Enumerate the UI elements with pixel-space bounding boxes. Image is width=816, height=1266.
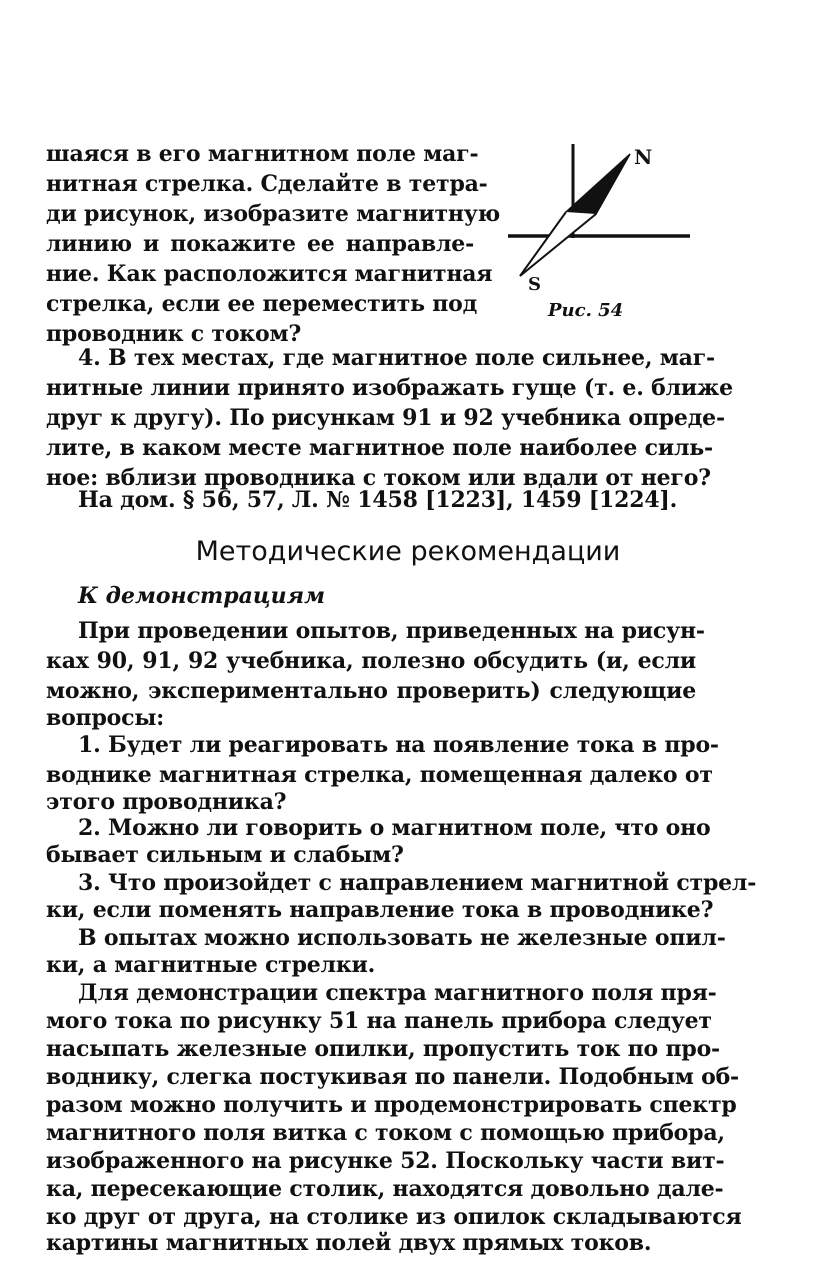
subsection-title: К демонстрациям — [78, 583, 325, 609]
text-line: Для демонстрации спектра магнитного поля пря- — [78, 980, 717, 1006]
text-line: ка, пересекающие столик, находятся довольно дале- — [46, 1176, 724, 1202]
text-line: стрелка, если ее переместить под — [46, 291, 478, 317]
figure-caption: Рис. 54 — [548, 300, 624, 321]
section-title: Методические рекомендации — [195, 536, 621, 567]
text-line: друг к другу). По рисункам 91 и 92 учебника опреде- — [46, 405, 725, 431]
homework-line: На дом. § 56, 57, Л. № 1458 [1223], 1459 [1224]. — [78, 487, 678, 513]
south-label: S — [528, 274, 541, 295]
text-line: можно, экспериментально проверить) следующие — [46, 678, 696, 704]
text-line: шаяся в его магнитном поле маг- — [46, 141, 479, 167]
text-line: мого тока по рисунку 51 на панель прибора следует — [46, 1008, 712, 1034]
text-line: ди рисунок, изобразите магнитную — [46, 201, 501, 227]
text-line: линию и покажите ее направле- — [46, 231, 474, 257]
text-line: лите, в каком месте магнитное поле наиболее силь- — [46, 435, 713, 461]
north-label: N — [634, 145, 653, 169]
text-line: проводник с током? — [46, 321, 302, 347]
text-line: изображенного на рисунке 52. Поскольку части вит- — [46, 1148, 725, 1174]
text-line: ко друг от друга, на столике из опилок складываются — [46, 1204, 742, 1230]
text-line: В опытах можно использовать не железные опил- — [78, 925, 726, 951]
text-line: 2. Можно ли говорить о магнитном поле, что оно — [78, 815, 711, 841]
text-line: При проведении опытов, приведенных на рисун- — [78, 618, 705, 644]
text-line: магнитного поля витка с током с помощью прибора, — [46, 1120, 725, 1146]
text-line: ние. Как расположится магнитная — [46, 261, 493, 287]
text-line: ках 90, 91, 92 учебника, полезно обсудить (и, если — [46, 648, 696, 674]
text-line: картины магнитных полей двух прямых токов. — [46, 1230, 652, 1256]
text-line: разом можно получить и продемонстрировать спектр — [46, 1092, 737, 1118]
text-line: этого проводника? — [46, 789, 287, 815]
text-line: нитные линии принято изображать гуще (т. е. ближе — [46, 375, 733, 401]
text-line: 4. В тех местах, где магнитное поле сильнее, маг- — [78, 345, 715, 371]
text-line: ки, если поменять направление тока в проводнике? — [46, 897, 714, 923]
text-line: 3. Что произойдет с направлением магнитной стрел- — [78, 870, 757, 896]
text-line: воднике магнитная стрелка, помещенная далеко от — [46, 762, 713, 788]
needle-south-half — [520, 212, 596, 276]
text-line: 1. Будет ли реагировать на появление тока в про- — [78, 732, 719, 758]
text-line: нитная стрелка. Сделайте в тетра- — [46, 171, 488, 197]
text-line: насыпать железные опилки, пропустить ток по про- — [46, 1036, 720, 1062]
text-line: ное: вблизи проводника с током или вдали от него? — [46, 465, 711, 491]
text-line: бывает сильным и слабым? — [46, 842, 404, 868]
needle-north-half — [566, 154, 630, 221]
text-line: воднику, слегка постукивая по панели. Подобным об- — [46, 1064, 739, 1090]
text-line: ки, а магнитные стрелки. — [46, 952, 376, 978]
text-line: вопросы: — [46, 705, 165, 731]
